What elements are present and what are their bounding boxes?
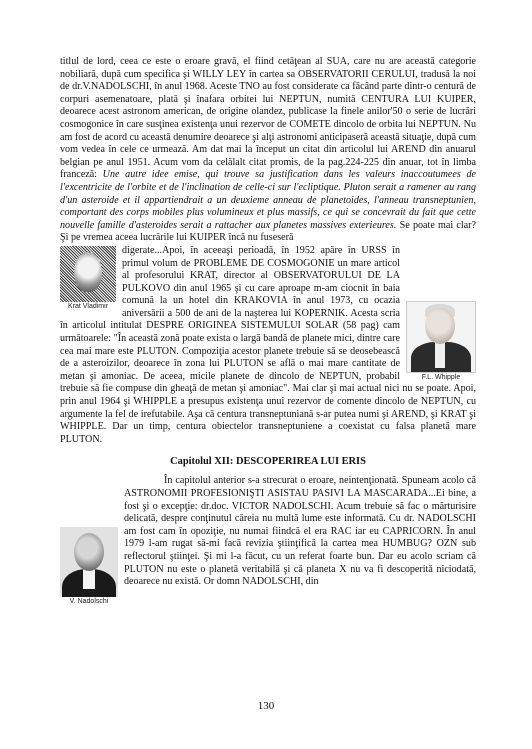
paragraph-1-french-quote: Une autre idee emise, qui trouve sa justification dans les valeurs inaccoutumees de l'excentricite de l'orbite et de l'inclination de celle-ci sur l'ecliptique. Pluton serait a ramener au rang d'un asteroide et il appartiendrait a un deuxieme anneau de planetoides, l'anneau transneptunien, comportant des corps mobiles plus volumineux et plus massifs, ce qui se concevrait du fait que cette nouvelle famille d'asteroides serait a rattacher aux planetes massives exterieures. (60, 169, 476, 231)
paragraph-1 (60, 56, 476, 245)
figure-whipple (406, 301, 476, 381)
paragraph-1-ending: Se poate mai clar? Şi pe vremea aceea lucrările lui KUIPER încă nu fuseseră (60, 219, 477, 244)
page-body (60, 56, 476, 607)
paragraph-1-romanian: titlul de lord, ceea ce este o eroare gravă, el fiind cetăţean al SUA, care nu are această categorie nobiliară, după cum specifica şi WILLY LEY în cartea sa OBSERVATORII CERULUI, tradusă la noi de dr.V.NADOLSCHI, în anul 1968. Aceste TNO au fost considerate ca făcând parte dintr-o centură de corpuri asemenatoare, plată şi înafara orbitei lui NEPTUN, numită CENTURA LUI KUIPER, deoarece acest astronom american, de origine olandez, publicase la finele anilor'50 o serie de lucrări cosmogonice în care susţinea existenţa unui rezervor de COMETE dincolo de orbita lui NEPTUN. Nu am fost de acord cu această denumire deoarece şi alţi astronomi anticipaseră această situaţie, după cum vom vedea în cele ce urmează. Am dat mai la început un citat din articolul lui AREND din anuarul belgian pe anul 1951. Acum vom da celălalt citat promis, de la pag.224-225 din anuar, tot în limba franceză: (60, 56, 476, 181)
chapter-heading: Capitolul XII: DESCOPERIREA LUI ERIS (170, 456, 366, 468)
figure-krat (60, 246, 116, 310)
paragraph-2: digerate...Apoi, în aceeaşi perioadă, în 1952 apăre în URSS în primul volum de PROBLEME DE COSMOGONIE un mare articol al profesorului KRAT, director al OBSERVATORULUI DE LA PULKOVO din anul 1965 şi cu care aproape m-am ciocnit în baia comună la un hotel din KRAKOVIA în anul 1973, cu ocazia aniversării a 500 de ani de la naşterea lui KOPERNIK. Acesta scria în articolul intitulat DESPRE ORIGINEA SISTEMULUI SOLAR (58 pag) cam următoarele: "În această zonă poate exista o largă bandă de planete mici, dintre care cea mai mare este PLUTON. Compoziţia acestor planete trebuie să se deosebească de a asteroizilor, deoarece în zona lui PLUTON se află o mai mare cantitate de metan şi amoniac. De aceea, micile planete de dincolo de NEPTUN, probabil trebuie să fie compuse din gheaţă de metan şi amoniac". Mai clar şi mai actual nici nu se poate. Apoi, prin anul 1964 şi WHIPPLE a presupus existenţa unui rezervor de comente dincolo de NEPTUN, cu argumente la fel de irefutabile. Aşa că centura transneptuniană s-ar putea numi şi AREND, şi KRAT şi WHIPPLE. Dar un timp, centura obiectelor transneptuniene a coexistat cu falsa planetă mare PLUTON. (60, 244, 476, 445)
paragraph-3: În capitolul anterior s-a strecurat o eroare, neintenţionată. Spuneam acolo că ASTRONOMII PROFESIONIŞTI ASISTAU PASIVI LA MASCARADA...Ei bine, a fost şi o excepţie: dr.doc. VICTOR NADOLSCHI. Acum trebuie să fac o mărturisire delicată, despre conţinutul căreia nu multă lume este informată. Cu dr. NADOLSCHI am fost cam în opoziţie, nu numai fiindcă el era RAC iar eu CAPRICORN. În anul 1979 l-am rugat să-mi facă revizia ştiinţifică la cartea mea HUMBUG? OZN sub reflectorul ştiinţei. Şi mi l-a făcut, cu un referat foarte bun. Dar eu acolo scriam că PLUTON nu este o planetă veritabilă şi că planeta X nu va fi descoperită niciodată, deoarece nu există. Or domn NADOLSCHI, din (124, 475, 476, 588)
figure-nadolschi (60, 527, 118, 605)
portrait-nadolschi-image (60, 527, 118, 597)
caption-krat: Krat Vladimir (67, 302, 109, 310)
portrait-whipple-image (406, 301, 476, 373)
caption-nadolschi: V. Nadolschi (69, 598, 109, 606)
page-number: 130 (257, 700, 275, 712)
portrait-krat-image (60, 246, 116, 302)
caption-whipple: F.L. Whipple (421, 373, 461, 381)
